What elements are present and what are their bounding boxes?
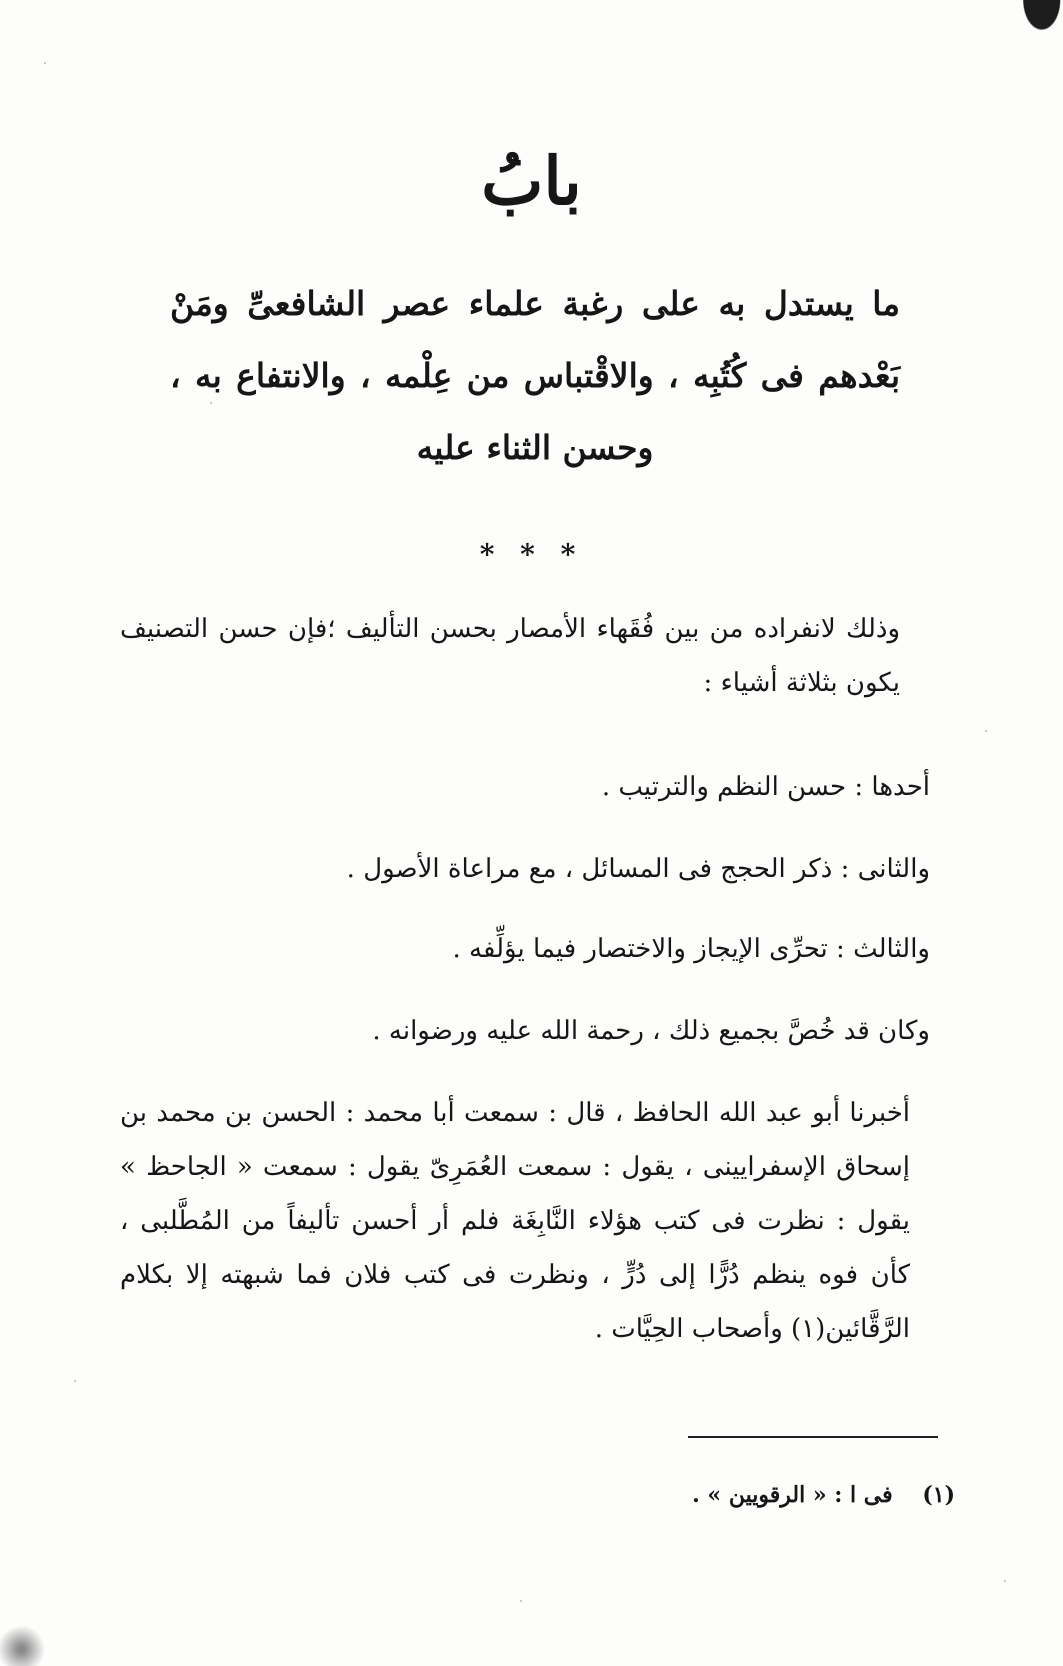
scan-speck [44,62,46,64]
scan-speck [1004,1580,1006,1582]
scan-speck [985,730,987,732]
footnote-number: (١) [922,1482,955,1508]
footnote-divider [688,1436,938,1438]
footnote-text: فى ا : « الرقويين » . [692,1482,893,1508]
chapter-title: بابُ [481,142,582,220]
footnote [400,1482,955,1508]
list-item: أحدها : حسن النظم والترتيب . [601,772,930,802]
scan-speck [520,1600,522,1602]
section-separator: * * * [479,538,584,571]
narration-paragraph: أخبرنا أبو عبد الله الحافظ ، قال : سمعت أبا محمد : الحسن بن محمد بن إسحاق الإسفرايينى ، يقول : سمعت العُمَرِىّ يقول : سمعت « الجاحظ » يقول : نظرت فى كتب هؤلاء النَّابِغَة فلم أر أحسن تأليفاً من المُطَّلبى ، كأن فوه ينظم دُرًّا إلى دُرٍّ ، ونظرت فى كتب فلان فما شبهته إلا بكلام الرَّقَّائين(١) وأصحاب الحِيَّات . [120,1098,910,1344]
scan-speck [74,1380,76,1382]
list-item: والثانى : ذكر الحجج فى المسائل ، مع مراعاة الأصول . [346,854,930,884]
chapter-heading: ما يستدل به على رغبة علماء عصر الشافعىِّ ومَنْ بَعْدهم فى كُتُبِه ، والاقْتباس من عِلْمه ، والانتفاع به ، وحسن الثناء عليه [170,284,900,467]
list-item: والثالث : تحرِّى الإيجاز والاختصار فيما يؤلِّفه . [452,934,930,964]
intro-paragraph: وذلك لانفراده من بين فُقَهاء الأمصار بحسن التأليف ؛فإن حسن التصنيف يكون بثلاثة أشياء : [120,614,900,698]
list-item: وكان قد خُصَّ بجميع ذلك ، رحمة الله عليه ورضوانه . [372,1016,930,1046]
